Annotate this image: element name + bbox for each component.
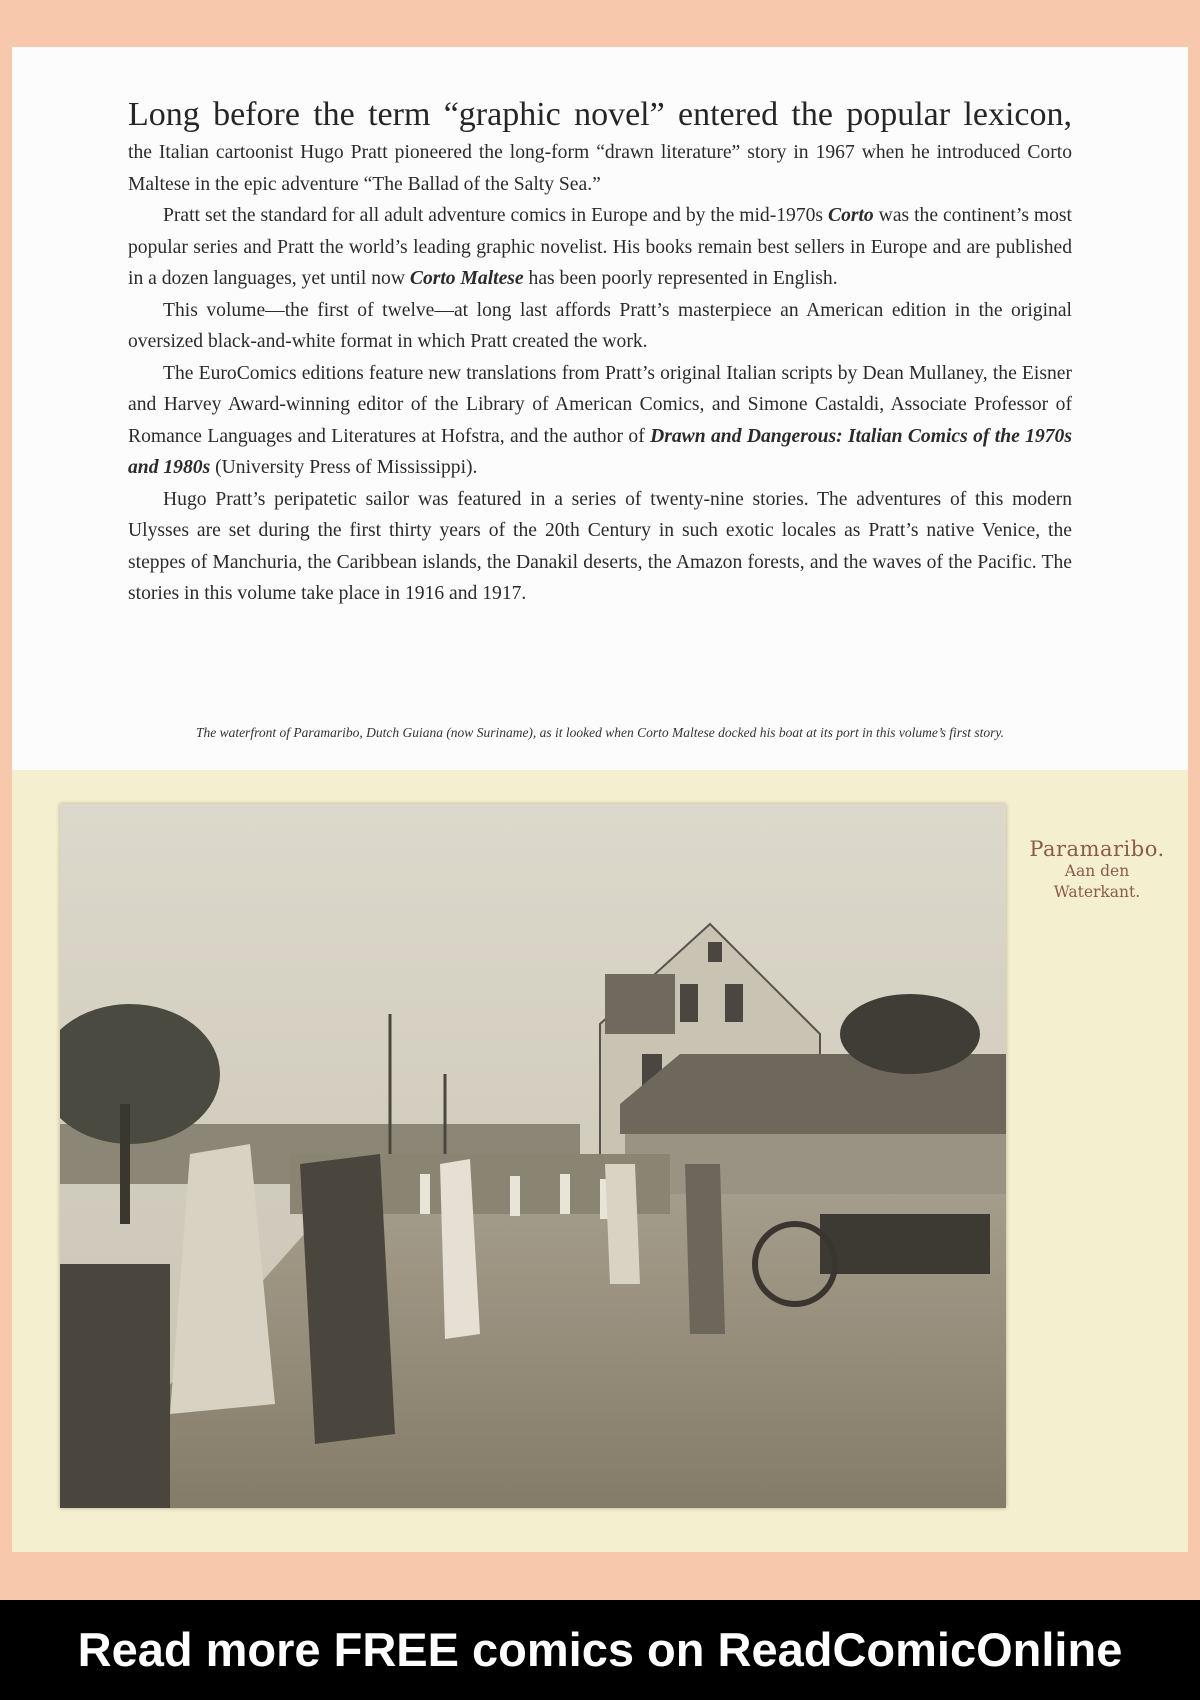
paragraph-4-text-a: The EuroComics editions feature new translations from Pratt’s original Italian scripts by Dean Mullaney, the Eisner and Harvey Award-winning editor of the Library of American Comics, and Simone Castaldi, Associate Professor of Romance Languages and Literatures at Hofstra, and the author of <box>128 362 1072 447</box>
postcard <box>12 770 1188 1552</box>
paragraph-2-text-b: was the continent’s most popular series and Pratt the world’s leading graphic novelist. His books remain best sellers in Europe and are published in a dozen languages, yet until now <box>128 205 1072 289</box>
paragraph-5: Hugo Pratt’s peripatetic sailor was featured in a series of twenty-nine stories. The adventures of this modern Ulysses are set during the first thirty years of the 20th Century in such exotic locales as Pratt’s native Venice, the steppes of Manchuria, the Caribbean islands, the Danakil deserts, the Amazon forests, and the waves of the Pacific. The stories in this volume take place in 1916 and 1917. <box>128 488 1072 604</box>
paragraph-2-text-a: Pratt set the standard for all adult adventure comics in Europe and by the mid-1970s <box>163 205 828 226</box>
photo-illustration <box>60 804 1006 1508</box>
paragraph-2 <box>128 200 1072 295</box>
intro-text <box>128 93 1072 610</box>
postcard-title: Paramaribo. <box>1029 837 1165 861</box>
postcard-line-1: Aan den <box>1064 862 1130 880</box>
postmark-lines <box>12 810 62 970</box>
paragraph-4 <box>128 358 1072 484</box>
postcard-line-2: Waterkant. <box>1053 883 1141 901</box>
paragraph-2-emphasis-2: Corto Maltese <box>409 268 524 289</box>
paragraph-2-emphasis-1: Corto <box>828 205 874 226</box>
waterfront-photo <box>60 804 1006 1508</box>
promo-banner[interactable]: Read more FREE comics on ReadComicOnline <box>0 1600 1200 1700</box>
book-page <box>12 47 1188 1552</box>
photo-caption: The waterfront of Paramaribo, Dutch Guiana (now Suriname), as it looked when Corto Maltese docked his boat at its port in this volume’s first story. <box>195 725 1005 740</box>
paragraph-4-text-b: (University Press of Mississippi). <box>210 457 478 478</box>
paragraph-2-text-c: has been poorly represented in English. <box>523 268 838 289</box>
paragraph-1 <box>128 93 1072 200</box>
postcard-label <box>1017 837 1177 903</box>
paragraph-3: This volume—the first of twelve—at long last affords Pratt’s masterpiece an American edition in the original oversized black-and-white format in which Pratt created the work. <box>128 299 1072 352</box>
paragraph-4-book-title: Drawn and Dangerous: Italian Comics of the 1970s and 1980s <box>128 425 1072 478</box>
paragraph-1-text: the Italian cartoonist Hugo Pratt pioneered the long-form “drawn literature” story in 1967 when he introduced Corto Maltese in the epic adventure “The Ballad of the Salty Sea.” <box>128 142 1072 195</box>
lead-line: Long before the term “graphic novel” entered the popular lexicon, <box>128 96 1072 133</box>
